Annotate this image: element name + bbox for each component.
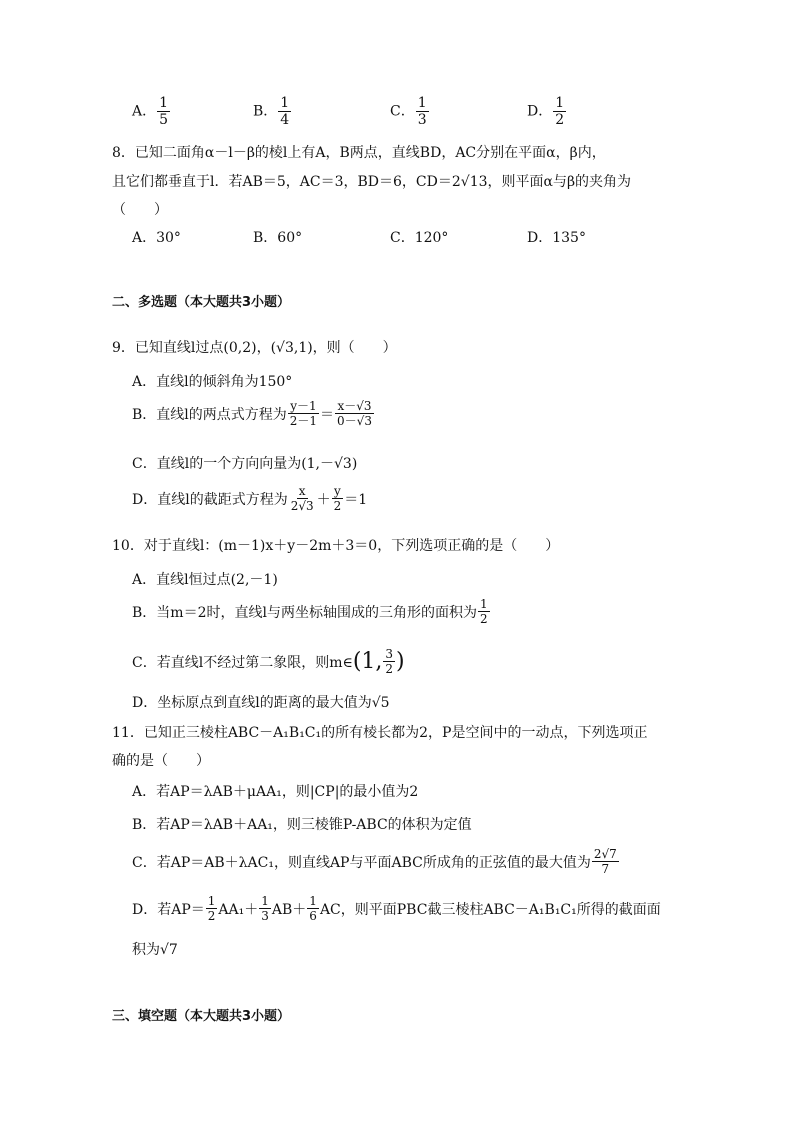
q11-line2: 确的是（ ） [112, 753, 210, 769]
q11-option-c: C．若AP＝AB＋λAC₁，则直线AP与平面ABC所成角的正弦值的最大值为 $\frac{2√7}{7}$ [132, 847, 617, 876]
q10-option-a: A．直线l恒过点(2,－1) [132, 572, 278, 588]
q9-option-c: C．直线l的一个方向向量为(1,－√3) [132, 456, 358, 472]
q11-option-a: A．若AP＝λAB＋μAA₁，则|CP|的最小值为2 [132, 784, 419, 800]
section-2-title: 二、多选题（本大题共3小题） [112, 295, 291, 310]
q8-option-a: A．30° [132, 230, 181, 246]
q9-option-d: D．直线l的截距式方程为 $\frac{x}{2√3}$ ＋ $\frac{y}{2}$ ＝1 [132, 484, 368, 513]
q10-option-c: C．若直线l不经过第二象限，则m∈ (1, $\frac{3}{2}$ ) [132, 647, 405, 676]
q8-option-b: B．60° [253, 230, 303, 246]
q8-line1: 8．已知二面角α－l－β的棱l上有A，B两点，直线BD，AC分别在平面α，β内， [112, 145, 606, 161]
q11-option-d: D．若AP＝ $\frac{1}{2}$ AA₁＋ $\frac{1}{3}$ AB＋ $\frac{1}{6}$ AC，则平面PBC截三棱柱ABC－A₁B₁C₁所得的截面面 [132, 894, 661, 923]
q11-option-d-line2: 积为√7 [132, 942, 178, 958]
q9-stem: 9．已知直线l过点(0,2)，(√3,1)，则（ ） [112, 340, 397, 356]
q7-option-d: D． $\frac{1}{2}$ [527, 95, 565, 128]
q7-option-a: A． $\frac{1}{5}$ [132, 95, 169, 128]
q10-option-b: B．当m＝2时，直线l与两坐标轴围成的三角形的面积为 $\frac{1}{2}$ [132, 597, 488, 626]
q11-line1: 11．已知正三棱柱ABC－A₁B₁C₁的所有棱长都为2，P是空间中的一动点，下列选项正 [112, 725, 648, 741]
q11-option-b: B．若AP＝λAB＋AA₁，则三棱锥P-ABC的体积为定值 [132, 817, 472, 833]
q8-line2: 且它们都垂直于l．若AB＝5，AC＝3，BD＝6，CD＝2√13，则平面α与β的夹角为 [112, 174, 632, 190]
q9-option-a: A．直线l的倾斜角为150° [132, 374, 293, 390]
q8-line3: （ ） [112, 202, 168, 218]
section-3-title: 三、填空题（本大题共3小题） [112, 1009, 291, 1024]
q8-option-d: D．135° [527, 230, 586, 246]
q8-option-c: C．120° [390, 230, 449, 246]
q9-option-b: B．直线l的两点式方程为 $\frac{y-1}{2-1}$ ＝ $\frac{x-√3}{0-√3}$ [132, 399, 372, 428]
q10-option-d: D．坐标原点到直线l的距离的最大值为√5 [132, 695, 390, 711]
q7-option-b: B． $\frac{1}{4}$ [253, 95, 290, 128]
q10-stem: 10．对于直线l：(m－1)x＋y－2m＋3＝0，下列选项正确的是（ ） [112, 538, 560, 554]
q7-option-c: C． $\frac{1}{3}$ [390, 95, 427, 128]
